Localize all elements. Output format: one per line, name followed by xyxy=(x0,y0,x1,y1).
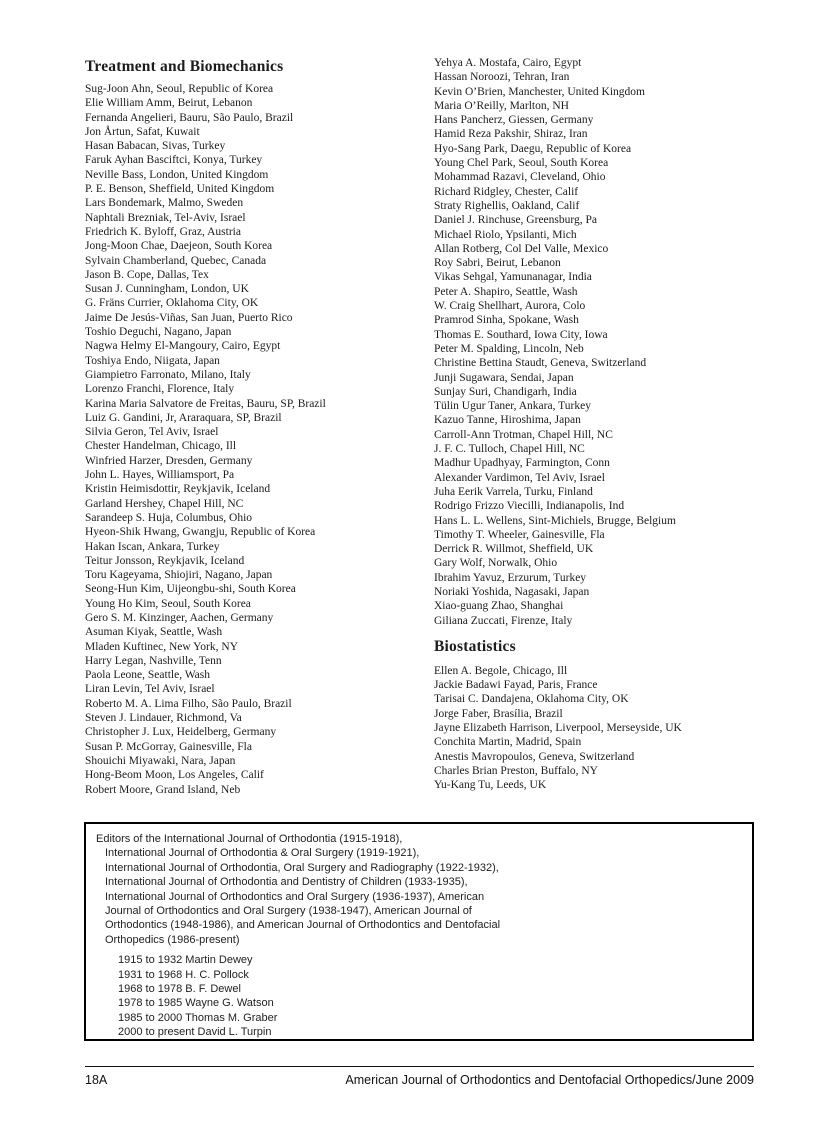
reviewer-entry: Junji Sugawara, Sendai, Japan xyxy=(434,371,574,384)
reviewer-entry: Sylvain Chamberland, Quebec, Canada xyxy=(85,254,267,267)
reviewer-entry: Hamid Reza Pakshir, Shiraz, Iran xyxy=(434,128,588,141)
reviewer-entry: Maria O’Reilly, Marlton, NH xyxy=(434,99,569,112)
reviewer-entry: Elie William Amm, Beirut, Lebanon xyxy=(85,97,253,110)
reviewer-entry: Hasan Babacan, Sivas, Turkey xyxy=(85,140,226,153)
journal-history-line: International Journal of Orthodontia & Oral Surgery (1919-1921), xyxy=(105,847,420,860)
reviewer-entry: Young Chel Park, Seoul, South Korea xyxy=(434,157,609,170)
reviewer-entry: Vikas Sehgal, Yamunanagar, India xyxy=(434,271,592,284)
reviewer-entry: Kristin Heimisdottir, Reykjavik, Iceland xyxy=(85,483,271,496)
reviewer-entry: Jason B. Cope, Dallas, Tex xyxy=(85,268,209,281)
reviewer-entry: Luiz G. Gandini, Jr, Araraquara, SP, Brazil xyxy=(85,411,282,424)
reviewer-entry: Toru Kageyama, Shiojiri, Nagano, Japan xyxy=(85,569,273,582)
reviewer-entry: Asuman Kiyak, Seattle, Wash xyxy=(85,626,223,639)
reviewer-entry: Pramrod Sinha, Spokane, Wash xyxy=(434,314,579,327)
reviewer-entry: Seong-Hun Kim, Uijeongbu-shi, South Korea xyxy=(85,583,296,596)
footer-journal-title: American Journal of Orthodontics and Dentofacial Orthopedics/June 2009 xyxy=(345,1073,754,1087)
reviewer-entry: Young Ho Kim, Seoul, South Korea xyxy=(85,597,251,610)
reviewer-entry: Tarisai C. Dandajena, Oklahoma City, OK xyxy=(434,693,629,706)
editor-tenure-list xyxy=(96,953,742,1039)
reviewer-entry: Charles Brian Preston, Buffalo, NY xyxy=(434,764,598,777)
reviewer-entry: Tülin Ugur Taner, Ankara, Turkey xyxy=(434,400,591,413)
reviewer-entry: Silvia Geron, Tel Aviv, Israel xyxy=(85,426,219,439)
reviewer-entry: Richard Ridgley, Chester, Calif xyxy=(434,185,579,198)
reviewer-entry: Fernanda Angelieri, Bauru, São Paulo, Brazil xyxy=(85,111,294,124)
reviewer-entry: Faruk Ayhan Basciftci, Konya, Turkey xyxy=(85,154,263,167)
reviewer-entry: Toshiya Endo, Niigata, Japan xyxy=(85,354,220,367)
reviewer-column-left xyxy=(85,58,435,797)
reviewer-entry: Steven J. Lindauer, Richmond, Va xyxy=(85,712,242,725)
reviewer-entry: Teitur Jonsson, Reykjavik, Iceland xyxy=(85,554,245,567)
reviewer-entry: Harry Legan, Nashville, Tenn xyxy=(85,654,222,667)
reviewer-entry: Anestis Mavropoulos, Geneva, Switzerland xyxy=(434,750,635,763)
section-heading-treatment-and-biomechanics: Treatment and Biomechanics xyxy=(85,58,284,75)
reviewer-entry: Kevin O’Brien, Manchester, United Kingdom xyxy=(434,85,645,98)
reviewer-entry: Mladen Kuftinec, New York, NY xyxy=(85,640,238,653)
reviewer-list-biostatistics xyxy=(434,664,784,793)
editor-tenure-entry: 1931 to 1968 H. C. Pollock xyxy=(118,968,249,981)
reviewer-entry: Daniel J. Rinchuse, Greensburg, Pa xyxy=(434,214,597,227)
reviewer-entry: Rodrigo Frizzo Viecilli, Indianapolis, Ind xyxy=(434,500,625,513)
editor-tenure-entry: 1915 to 1932 Martin Dewey xyxy=(118,954,253,967)
editors-history-box xyxy=(84,822,754,1041)
reviewer-entry: Susan J. Cunningham, London, UK xyxy=(85,283,249,296)
reviewer-entry: J. F. C. Tulloch, Chapel Hill, NC xyxy=(434,443,585,456)
reviewer-entry: Peter M. Spalding, Lincoln, Neb xyxy=(434,342,584,355)
reviewer-entry: W. Craig Shellhart, Aurora, Colo xyxy=(434,300,586,313)
editor-tenure-entry: 1978 to 1985 Wayne G. Watson xyxy=(118,997,274,1010)
editor-tenure-entry: 2000 to present David L. Turpin xyxy=(118,1026,272,1039)
reviewer-entry: Juha Eerik Varrela, Turku, Finland xyxy=(434,485,593,498)
reviewer-entry: Liran Levin, Tel Aviv, Israel xyxy=(85,683,215,696)
reviewer-column-right xyxy=(434,56,784,793)
editor-tenure-entry: 1985 to 2000 Thomas M. Graber xyxy=(118,1011,278,1024)
reviewer-entry: Thomas E. Southard, Iowa City, Iowa xyxy=(434,328,608,341)
reviewer-entry: Hyo-Sang Park, Daegu, Republic of Korea xyxy=(434,142,632,155)
reviewer-entry: Conchita Martin, Madrid, Spain xyxy=(434,736,582,749)
journal-history-line: Journal of Orthodontics and Oral Surgery (1938-1947), American Journal of xyxy=(105,905,472,918)
reviewer-entry: Timothy T. Wheeler, Gainesville, Fla xyxy=(434,528,605,541)
reviewer-entry: Sug-Joon Ahn, Seoul, Republic of Korea xyxy=(85,83,274,95)
reviewer-entry: Straty Righellis, Oakland, Calif xyxy=(434,199,580,212)
reviewer-entry: Sarandeep S. Huja, Columbus, Ohio xyxy=(85,511,253,524)
reviewer-entry: Yehya A. Mostafa, Cairo, Egypt xyxy=(434,57,582,69)
reviewer-entry: Yu-Kang Tu, Leeds, UK xyxy=(434,779,547,792)
reviewer-entry: Ellen A. Begole, Chicago, Ill xyxy=(434,664,568,677)
reviewer-entry: Giliana Zuccati, Firenze, Italy xyxy=(434,614,573,627)
reviewer-entry: Lorenzo Franchi, Florence, Italy xyxy=(85,383,235,396)
reviewer-entry: Garland Hershey, Chapel Hill, NC xyxy=(85,497,244,510)
reviewer-entry: Hans L. L. Wellens, Sint-Michiels, Brugge, Belgium xyxy=(434,514,676,527)
journal-history-line: Orthopedics (1986-present) xyxy=(105,933,240,946)
reviewer-entry: Mohammad Razavi, Cleveland, Ohio xyxy=(434,171,606,184)
reviewer-entry: Madhur Upadhyay, Farmington, Conn xyxy=(434,457,610,470)
reviewer-entry: Roy Sabri, Beirut, Lebanon xyxy=(434,257,561,270)
reviewer-entry: Robert Moore, Grand Island, Neb xyxy=(85,783,241,796)
reviewer-entry: Hassan Noroozi, Tehran, Iran xyxy=(434,71,570,84)
footer-page-number: 18A xyxy=(85,1073,108,1087)
reviewer-entry: Jaime De Jesús-Viñas, San Juan, Puerto Rico xyxy=(85,311,293,324)
reviewer-entry: Chester Handelman, Chicago, Ill xyxy=(85,440,237,453)
reviewer-entry: Derrick R. Willmot, Sheffield, UK xyxy=(434,543,594,556)
reviewer-entry: Kazuo Tanne, Hiroshima, Japan xyxy=(434,414,581,427)
reviewer-entry: Noriaki Yoshida, Nagasaki, Japan xyxy=(434,585,590,598)
reviewer-entry: Giampietro Farronato, Milano, Italy xyxy=(85,368,251,381)
reviewer-list-treatment-left xyxy=(85,82,435,797)
reviewer-entry: Naphtali Brezniak, Tel-Aviv, Israel xyxy=(85,211,246,224)
reviewer-entry: Michael Riolo, Ypsilanti, Mich xyxy=(434,228,577,241)
reviewer-entry: Hans Pancherz, Giessen, Germany xyxy=(434,114,594,127)
reviewer-entry: Roberto M. A. Lima Filho, São Paulo, Brazil xyxy=(85,697,292,710)
footer-rule xyxy=(85,1066,754,1067)
journal-title-history xyxy=(96,832,742,947)
reviewer-entry: Jayne Elizabeth Harrison, Liverpool, Merseyside, UK xyxy=(434,722,682,735)
reviewer-entry: Lars Bondemark, Malmo, Sweden xyxy=(85,197,244,210)
reviewer-entry: Susan P. McGorray, Gainesville, Fla xyxy=(85,740,252,753)
reviewer-entry: Jong-Moon Chae, Daejeon, South Korea xyxy=(85,240,273,253)
reviewer-entry: Gero S. M. Kinzinger, Aachen, Germany xyxy=(85,611,274,624)
reviewer-list-treatment-right xyxy=(434,56,784,628)
reviewer-entry: Hong-Beom Moon, Los Angeles, Calif xyxy=(85,769,264,782)
reviewer-entry: Nagwa Helmy El-Mangoury, Cairo, Egypt xyxy=(85,340,281,353)
reviewer-entry: Neville Bass, London, United Kingdom xyxy=(85,168,269,181)
reviewer-entry: Hakan Iscan, Ankara, Turkey xyxy=(85,540,220,553)
reviewer-entry: Peter A. Shapiro, Seattle, Wash xyxy=(434,285,578,298)
reviewer-entry: Christopher J. Lux, Heidelberg, Germany xyxy=(85,726,277,739)
reviewer-entry: Gary Wolf, Norwalk, Ohio xyxy=(434,557,558,570)
journal-history-line: International Journal of Orthodontia, Oral Surgery and Radiography (1922-1932), xyxy=(105,861,499,874)
reviewer-entry: Jorge Faber, Brasília, Brazil xyxy=(434,707,563,720)
reviewer-entry: P. E. Benson, Sheffield, United Kingdom xyxy=(85,183,275,196)
page-footer xyxy=(85,1073,754,1087)
reviewer-entry: Toshio Deguchi, Nagano, Japan xyxy=(85,326,232,339)
reviewer-entry: Jackie Badawi Fayad, Paris, France xyxy=(434,679,598,692)
reviewer-entry: Karina Maria Salvatore de Freitas, Bauru, SP, Brazil xyxy=(85,397,326,410)
reviewer-entry: Carroll-Ann Trotman, Chapel Hill, NC xyxy=(434,428,613,441)
reviewer-entry: Hyeon-Shik Hwang, Gwangju, Republic of Korea xyxy=(85,526,316,539)
reviewer-entry: Friedrich K. Byloff, Graz, Austria xyxy=(85,225,241,238)
journal-history-line: International Journal of Orthodontics and Oral Surgery (1936-1937), American xyxy=(105,890,485,903)
reviewer-entry: John L. Hayes, Williamsport, Pa xyxy=(85,469,235,482)
reviewer-entry: G. Fräns Currier, Oklahoma City, OK xyxy=(85,297,259,310)
reviewer-entry: Paola Leone, Seattle, Wash xyxy=(85,669,211,682)
journal-history-line: International Journal of Orthodontia and Dentistry of Children (1933-1935), xyxy=(105,876,468,889)
reviewer-entry: Ibrahim Yavuz, Erzurum, Turkey xyxy=(434,571,587,584)
reviewer-entry: Alexander Vardimon, Tel Aviv, Israel xyxy=(434,471,605,484)
journal-history-line: Editors of the International Journal of Orthodontia (1915-1918), xyxy=(96,833,403,845)
reviewer-entry: Jon Årtun, Safat, Kuwait xyxy=(85,125,200,138)
reviewer-entry: Winfried Harzer, Dresden, Germany xyxy=(85,454,253,467)
reviewer-entry: Xiao-guang Zhao, Shanghai xyxy=(434,600,564,613)
journal-history-line: Orthodontics (1948-1986), and American Journal of Orthodontics and Dentofacial xyxy=(105,919,501,932)
editor-tenure-entry: 1968 to 1978 B. F. Dewel xyxy=(118,983,241,996)
reviewer-entry: Christine Bettina Staudt, Geneva, Switzerland xyxy=(434,357,647,370)
reviewer-entry: Shouichi Miyawaki, Nara, Japan xyxy=(85,754,236,767)
section-heading-biostatistics: Biostatistics xyxy=(434,637,516,655)
reviewer-entry: Allan Rotberg, Col Del Valle, Mexico xyxy=(434,242,609,255)
reviewer-entry: Sunjay Suri, Chandigarh, India xyxy=(434,385,577,398)
